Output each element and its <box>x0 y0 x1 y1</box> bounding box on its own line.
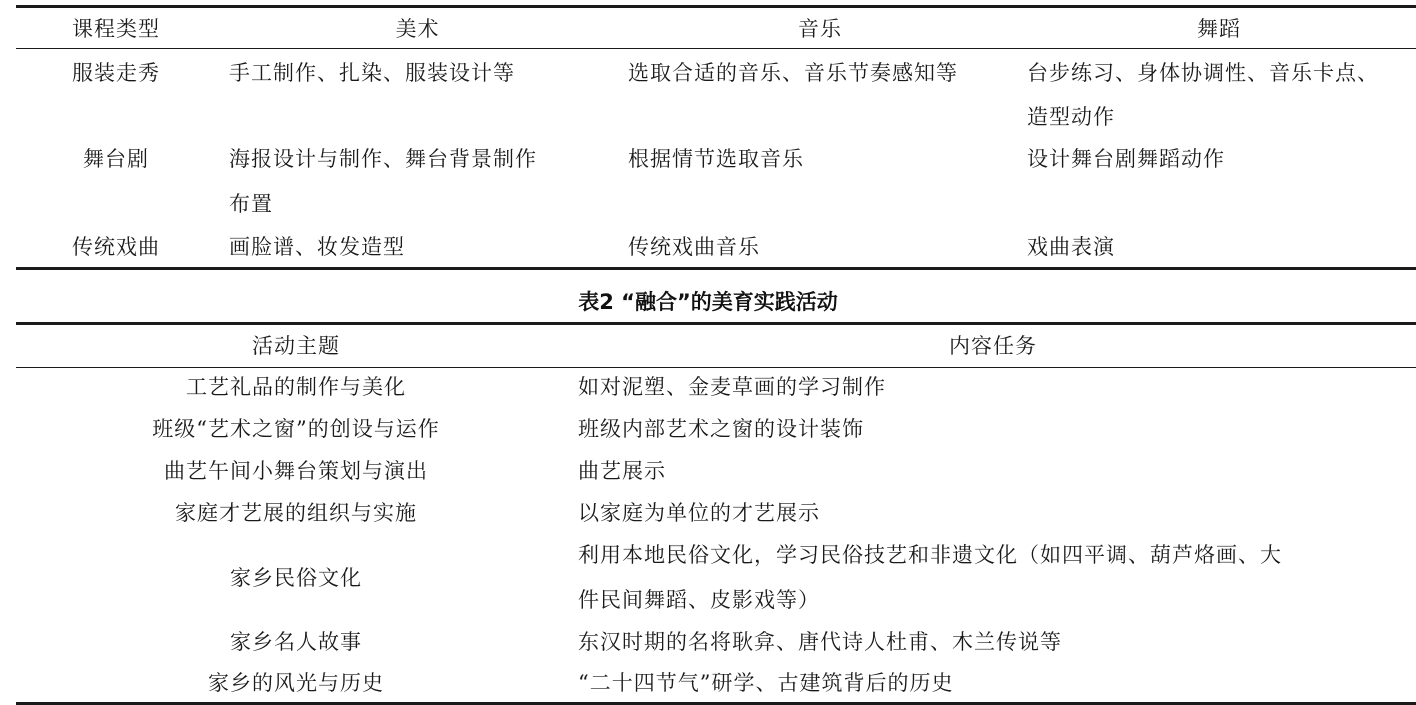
table2-row7-task: “二十四节气”研学、古建筑背后的历史 <box>578 671 954 695</box>
table1-header-music: 音乐 <box>798 17 842 41</box>
table1-row1-type: 服装走秀 <box>72 61 160 85</box>
table2-row3-task: 曲艺展示 <box>578 459 666 483</box>
table2-row6-task: 东汉时期的名将耿弇、唐代诗人杜甫、木兰传说等 <box>578 630 1062 654</box>
table2-row2-task: 班级内部艺术之窗的设计装饰 <box>578 417 864 441</box>
table1-bottom-rule <box>16 267 1416 270</box>
table1-header-rule <box>16 48 1416 49</box>
table2-header-theme: 活动主题 <box>252 334 340 358</box>
table1-row2-art-line1: 海报设计与制作、舞台背景制作 <box>229 147 537 171</box>
table2-row5-task-line2: 件民间舞蹈、皮影戏等） <box>578 588 820 612</box>
table1-row1-dance-line1: 台步练习、身体协调性、音乐卡点、 <box>1027 61 1379 85</box>
table2-row3-theme: 曲艺午间小舞台策划与演出 <box>164 459 428 483</box>
table2-caption: 表2 “融合”的美育实践活动 <box>578 290 838 314</box>
table1-row2-music: 根据情节选取音乐 <box>628 147 804 171</box>
table2-row6-theme: 家乡名人故事 <box>230 630 362 654</box>
table2-row5-task-line1: 利用本地民俗文化，学习民俗技艺和非遗文化（如四平调、葫芦烙画、大 <box>578 543 1282 567</box>
table1-header-art: 美术 <box>395 17 440 41</box>
table1-row3-music: 传统戏曲音乐 <box>628 235 760 259</box>
table2-row5-theme: 家乡民俗文化 <box>230 566 362 590</box>
table1-row1-art: 手工制作、扎染、服装设计等 <box>229 61 515 85</box>
table2-row2-theme: 班级“艺术之窗”的创设与运作 <box>152 417 440 441</box>
table2-row4-task: 以家庭为单位的才艺展示 <box>578 501 820 525</box>
table2-row7-theme: 家乡的风光与历史 <box>208 671 384 695</box>
table1-row3-dance: 戏曲表演 <box>1027 235 1115 259</box>
table2-row1-task: 如对泥塑、金麦草画的学习制作 <box>578 375 886 399</box>
table1-header-type: 课程类型 <box>72 17 160 41</box>
table1-row3-art: 画脸谱、妆发造型 <box>229 235 405 259</box>
table2-header-task: 内容任务 <box>949 334 1037 358</box>
table2-row1-theme: 工艺礼品的制作与美化 <box>186 375 406 399</box>
table1-header-dance: 舞蹈 <box>1197 17 1241 41</box>
table1-row3-type: 传统戏曲 <box>72 235 160 259</box>
table1-row1-music: 选取合适的音乐、音乐节奏感知等 <box>628 61 958 85</box>
table1-row1-dance-line2: 造型动作 <box>1027 105 1115 129</box>
table1-row2-art-line2: 布置 <box>229 192 273 216</box>
table2-row4-theme: 家庭才艺展的组织与实施 <box>175 501 417 525</box>
table1-row2-type: 舞台剧 <box>83 147 149 171</box>
table1-row2-dance: 设计舞台剧舞蹈动作 <box>1027 147 1225 171</box>
